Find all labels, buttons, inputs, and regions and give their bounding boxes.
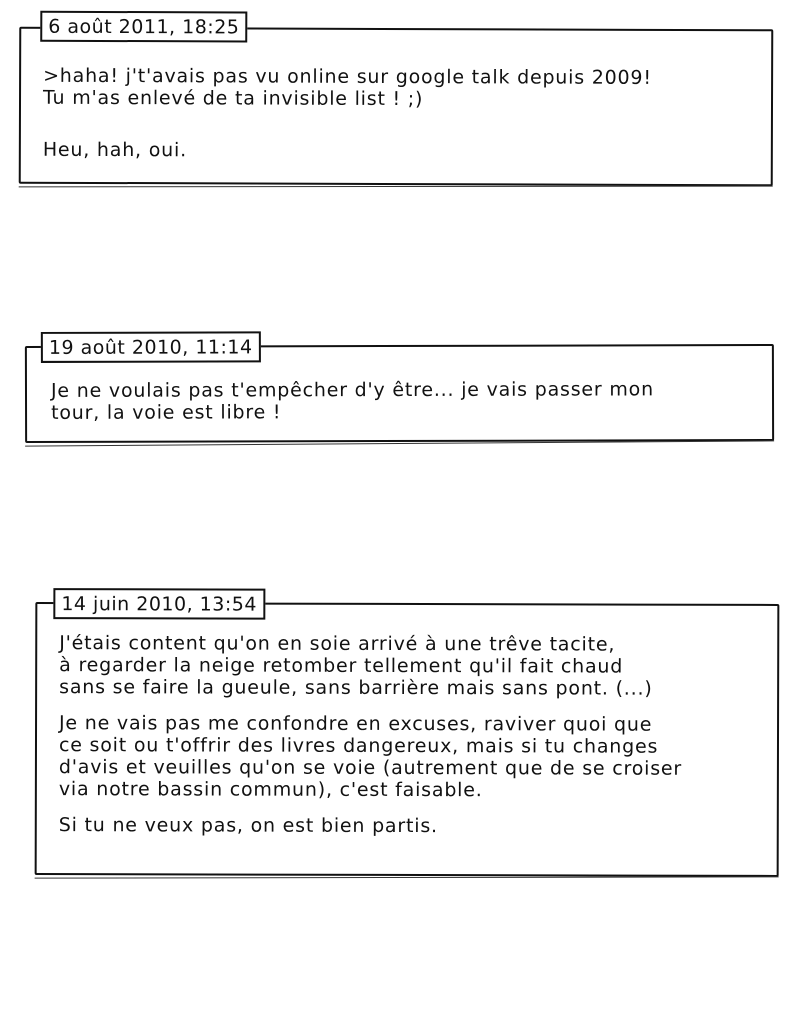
- text-line: J'étais content qu'on en soie arrivé à une trêve tacite,: [59, 632, 616, 656]
- text-line: à regarder la neige retomber tellement qu'il fait chaud: [59, 654, 624, 678]
- message-text-2: [51, 378, 654, 424]
- message-card-2: [25, 336, 774, 443]
- text-line: >haha! j't'avais pas vu online sur google talk depuis 2009!: [43, 64, 652, 89]
- date-label-1: 6 août 2011, 18:25: [40, 11, 247, 43]
- paragraph: [43, 139, 652, 163]
- paragraph: [59, 712, 682, 802]
- paragraph: [59, 632, 682, 700]
- message-text-3: [59, 632, 683, 838]
- date-label-2: 19 août 2010, 11:14: [41, 331, 261, 363]
- text-line: d'avis et veuilles qu'on se voie (autrement que de se croiser: [58, 756, 683, 780]
- paragraph: [51, 378, 654, 424]
- paragraph: [59, 814, 682, 838]
- text-line: Tu m'as enlevé de ta invisible list ! ;): [42, 86, 424, 111]
- text-line: Heu, hah, oui.: [42, 138, 187, 162]
- text-line: Je ne vais pas me confondre en excuses, raviver quoi que: [59, 712, 653, 736]
- text-line: Je ne voulais pas t'empêcher d'y être... je vais passer mon: [50, 378, 654, 402]
- text-line: via notre bassin commun), c'est faisable.: [58, 778, 483, 802]
- message-text-1: [43, 65, 652, 163]
- message-card-3: [35, 593, 780, 877]
- text-line: ce soit ou t'offrir des livres dangereux, mais si tu changes: [58, 734, 659, 758]
- message-card-1: [19, 15, 774, 187]
- text-line: sans se faire la gueule, sans barrière mais sans pont. (...): [59, 676, 653, 700]
- text-line: Si tu ne veux pas, on est bien partis.: [58, 814, 438, 838]
- paragraph: [43, 65, 652, 111]
- date-label-3: 14 juin 2010, 13:54: [53, 588, 265, 620]
- text-line: tour, la voie est libre !: [51, 401, 282, 424]
